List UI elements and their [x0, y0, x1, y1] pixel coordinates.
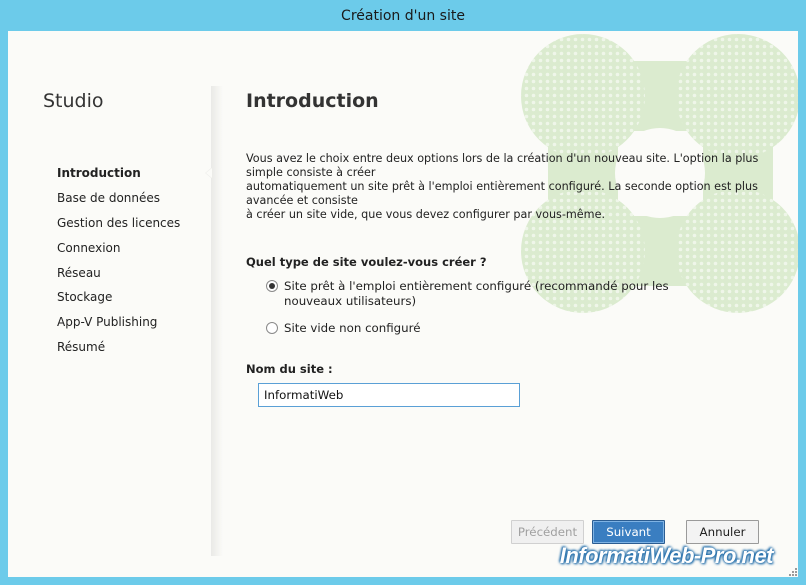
radio-button-selected[interactable] — [266, 280, 278, 292]
pane-divider — [211, 86, 223, 556]
window-title: Création d'un site — [341, 7, 465, 24]
wizard-body — [8, 31, 798, 577]
step-resume[interactable]: Résumé — [57, 340, 106, 355]
step-stockage[interactable]: Stockage — [57, 290, 113, 305]
step-base-de-donnees[interactable]: Base de données — [57, 190, 161, 205]
page-title: Introduction — [246, 90, 379, 112]
option-label: Site vide non configuré — [284, 321, 421, 335]
cancel-button[interactable]: Annuler — [686, 520, 759, 544]
next-button[interactable]: Suivant — [592, 520, 665, 544]
previous-button[interactable]: Précédent — [511, 520, 584, 544]
watermark: InformatiWeb-Pro.net — [559, 543, 773, 568]
site-name-label: Nom du site : — [246, 362, 333, 376]
option-empty-site[interactable] — [266, 321, 694, 336]
sidebar — [8, 31, 211, 577]
site-type-question: Quel type de site voulez-vous créer ? — [246, 255, 487, 269]
option-configured-site[interactable] — [266, 279, 694, 309]
sidebar-heading: Studio — [43, 90, 104, 112]
option-label: Site prêt à l'emploi entièrement configuré (recommandé pour les nouveaux utilisateurs) — [284, 279, 669, 308]
step-reseau[interactable]: Réseau — [57, 265, 101, 280]
step-list — [57, 164, 180, 363]
step-connexion[interactable]: Connexion — [57, 240, 121, 255]
resize-grip-icon[interactable] — [788, 567, 798, 577]
step-gestion-des-licences[interactable]: Gestion des licences — [57, 215, 181, 230]
radio-button[interactable] — [266, 322, 278, 334]
main-panel — [246, 31, 786, 577]
description-line: à créer un site vide, que vous devez configurer par vous-même. — [246, 208, 606, 221]
title-bar — [0, 0, 806, 31]
description-line: automatiquement un site prêt à l'emploi entièrement configuré. La seconde option est plus avancée et consiste — [246, 180, 758, 207]
site-name-input[interactable] — [258, 383, 520, 407]
description — [246, 152, 766, 222]
description-line: Vous avez le choix entre deux options lors de la création d'un nouveau site. L'option la plus simple consiste à créer — [246, 152, 759, 179]
step-app-v-publishing[interactable]: App-V Publishing — [57, 315, 158, 330]
active-step-pointer — [206, 168, 212, 178]
step-introduction[interactable]: Introduction — [57, 166, 141, 180]
